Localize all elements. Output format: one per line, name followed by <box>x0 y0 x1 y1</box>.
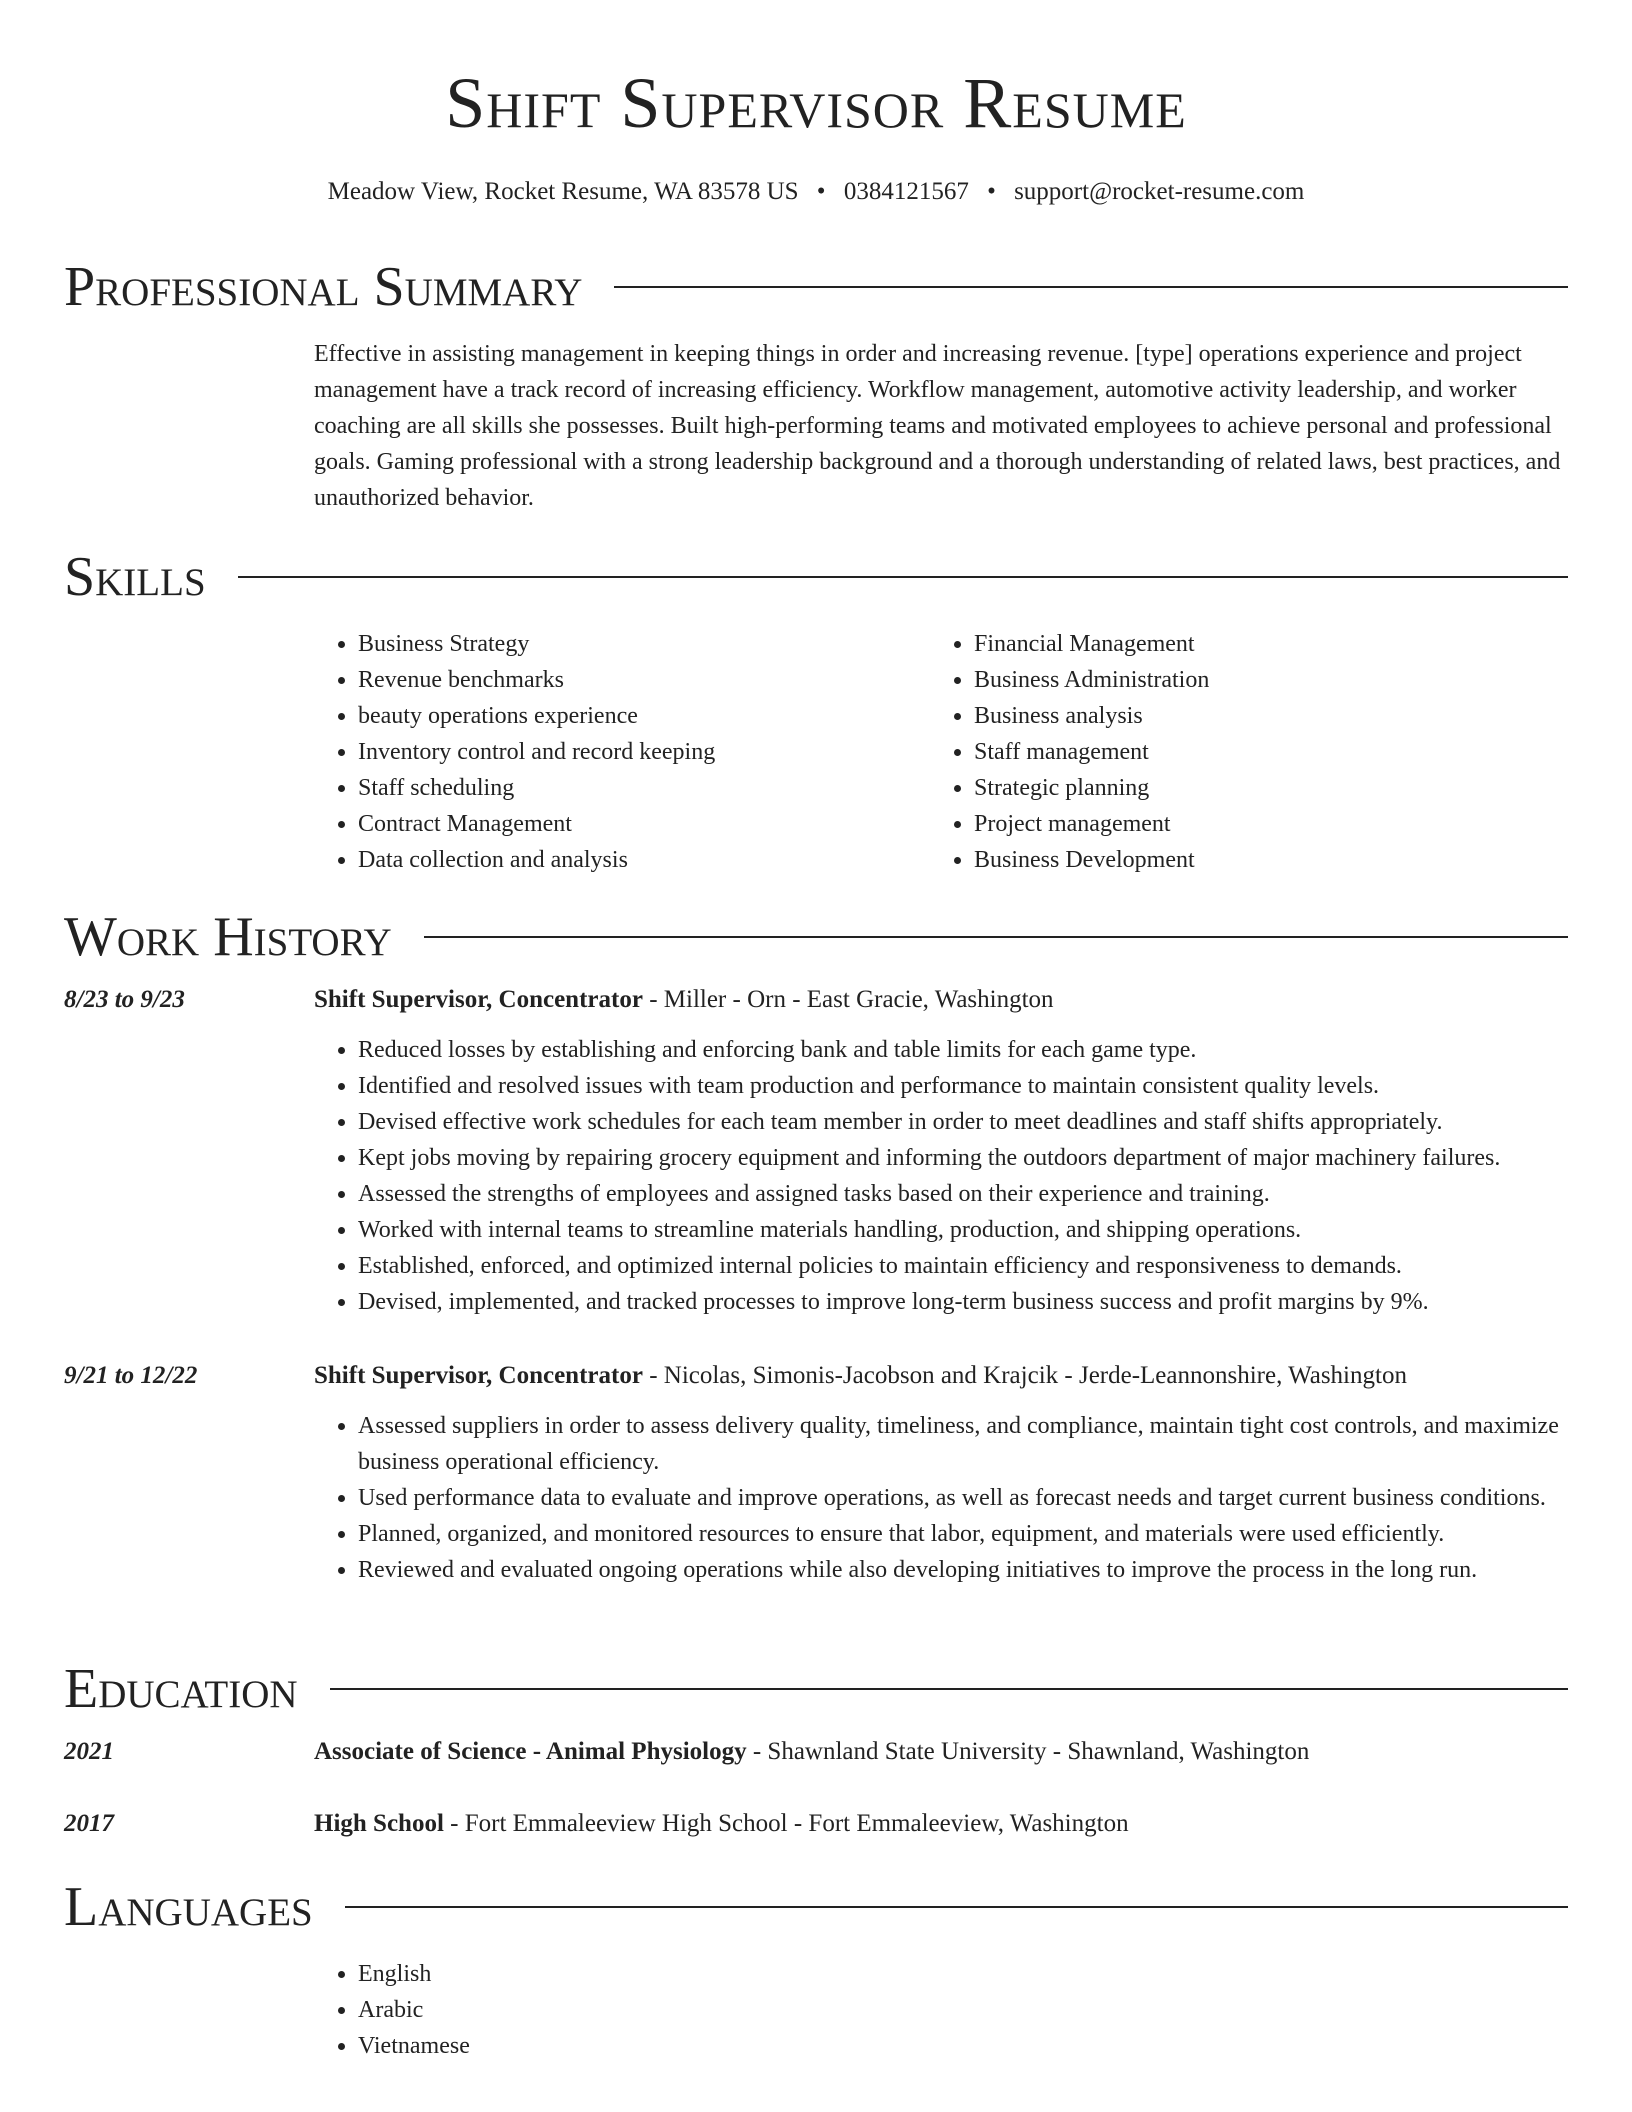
job-bullet: • Reviewed and evaluated ongoing operations while also developing initiatives to improve the process in the long run. <box>358 1552 1568 1588</box>
contact-separator: • <box>816 178 826 205</box>
education-heading: Education <box>64 1658 298 1720</box>
skill-item: • Business Administration <box>974 662 1546 698</box>
job-dates: 9/21 to 12/22 <box>64 1362 198 1389</box>
job-entry <box>64 1358 1568 1588</box>
skills-heading: Skills <box>64 546 206 608</box>
education-title-line <box>314 1734 1568 1770</box>
languages-section-header <box>64 1872 1568 1942</box>
job-bullet: • Identified and resolved issues with team production and performance to maintain consistent quality levels. <box>358 1068 1568 1104</box>
skill-item: • Project management <box>974 806 1546 842</box>
skills-column-left <box>314 626 930 878</box>
language-item: • Arabic <box>358 1992 1568 2028</box>
skills-list <box>314 626 1568 878</box>
education-year: 2017 <box>64 1810 114 1837</box>
section-divider <box>614 286 1568 288</box>
summary-section-header <box>64 252 1568 322</box>
skill-item: • Strategic planning <box>974 770 1546 806</box>
contact-separator: • <box>987 178 996 205</box>
skills-column-right <box>930 626 1546 878</box>
skill-item: • beauty operations experience <box>358 698 930 734</box>
skill-item: • Contract Management <box>358 806 930 842</box>
skill-item: • Inventory control and record keeping <box>358 734 930 770</box>
work-heading: Work History <box>64 906 392 968</box>
language-item: • English <box>358 1956 1568 1992</box>
job-bullet: • Used performance data to evaluate and improve operations, as well as forecast needs and target current business conditions. <box>358 1480 1568 1516</box>
education-school: - Shawnland State University - Shawnland, Washington <box>746 1738 1310 1765</box>
skill-item: • Staff scheduling <box>358 770 930 806</box>
summary-heading: Professional Summary <box>64 256 583 318</box>
skill-item: • Staff management <box>974 734 1546 770</box>
job-bullet: • Devised effective work schedules for each team member in order to meet deadlines and staff shifts appropriately. <box>358 1104 1568 1140</box>
summary-text: Effective in assisting management in keeping things in order and increasing revenue. [type] operations experience and project management have a track record of increasing efficiency. Workflow management, automotive activity leadership, and worker coaching are all skills she possesses. Built high-performing teams and motivated employees to achieve personal and professional goals. Gaming professional with a strong leadership background and a thorough understanding of related laws, best practices, and unauthorized behavior. <box>314 341 1561 511</box>
resume-title: Shift Supervisor Resume <box>445 63 1187 143</box>
job-dates: 8/23 to 9/23 <box>64 986 185 1013</box>
contact-address: Meadow View, Rocket Resume, WA 83578 US <box>327 178 799 205</box>
languages-heading: Languages <box>64 1876 313 1938</box>
job-bullet: • Reduced losses by establishing and enforcing bank and table limits for each game type. <box>358 1032 1568 1068</box>
education-entry <box>64 1734 1568 1770</box>
skill-item: • Data collection and analysis <box>358 842 930 878</box>
job-bullet: • Established, enforced, and optimized internal policies to maintain efficiency and responsiveness to demands. <box>358 1248 1568 1284</box>
skill-item: • Financial Management <box>974 626 1546 662</box>
job-role: Shift Supervisor, Concentrator <box>314 986 643 1013</box>
language-item: • Vietnamese <box>358 2028 1568 2064</box>
skill-item: • Business Development <box>974 842 1546 878</box>
education-year: 2021 <box>64 1738 114 1765</box>
job-bullet: • Assessed suppliers in order to assess delivery quality, timeliness, and compliance, maintain tight cost controls, and maximize business operational efficiency. <box>358 1408 1568 1480</box>
education-degree: High School <box>314 1810 444 1837</box>
contact-phone: 0384121567 <box>843 178 969 205</box>
job-role: Shift Supervisor, Concentrator <box>314 1362 643 1389</box>
job-title-line <box>314 982 1568 1018</box>
job-bullets <box>314 1408 1568 1588</box>
job-employer: - Miller - Orn - East Gracie, Washington <box>642 986 1054 1013</box>
education-section-header <box>64 1654 1568 1724</box>
job-title-line <box>314 1358 1568 1394</box>
work-section-header <box>64 902 1568 972</box>
job-bullet: • Devised, implemented, and tracked processes to improve long-term business success and profit margins by 9%. <box>358 1284 1568 1320</box>
section-divider <box>345 1906 1568 1908</box>
contact-email: support@rocket-resume.com <box>1014 178 1305 205</box>
job-entry <box>64 982 1568 1320</box>
section-divider <box>330 1688 1568 1690</box>
education-degree: Associate of Science - Animal Physiology <box>314 1738 747 1765</box>
education-title-line <box>314 1806 1568 1842</box>
skill-item: • Revenue benchmarks <box>358 662 930 698</box>
languages-list <box>314 1956 1568 2064</box>
job-employer: - Nicolas, Simonis-Jacobson and Krajcik - Jerde-Leannonshire, Washington <box>642 1362 1407 1389</box>
education-entry <box>64 1806 1568 1842</box>
section-divider <box>424 936 1568 938</box>
skill-item: • Business Strategy <box>358 626 930 662</box>
job-bullet: • Planned, organized, and monitored resources to ensure that labor, equipment, and materials were used efficiently. <box>358 1516 1568 1552</box>
education-school: - Fort Emmaleeview High School - Fort Emmaleeview, Washington <box>443 1810 1129 1837</box>
section-divider <box>238 576 1568 578</box>
skills-section-header <box>64 542 1568 612</box>
skill-item: • Business analysis <box>974 698 1546 734</box>
job-bullet: • Worked with internal teams to streamline materials handling, production, and shipping operations. <box>358 1212 1568 1248</box>
job-bullet: • Assessed the strengths of employees and assigned tasks based on their experience and training. <box>358 1176 1568 1212</box>
job-bullet: • Kept jobs moving by repairing grocery equipment and informing the outdoors department of major machinery failures. <box>358 1140 1568 1176</box>
contact-line <box>0 176 1632 209</box>
job-bullets <box>314 1032 1568 1320</box>
